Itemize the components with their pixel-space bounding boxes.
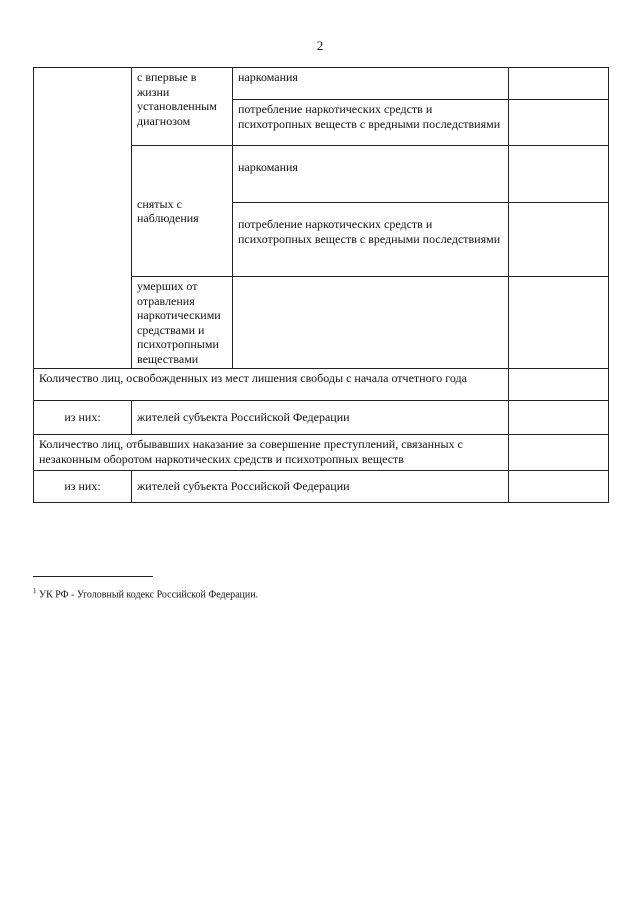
serving-sentence-count-label: Количество лиц, отбывавших наказание за совершение преступлений, связанных с незаконным оборотом наркотических средств и психотропных веществ (34, 435, 509, 471)
removed-harmful-use-label: потребление наркотических средств и психотропных веществ с вредными последствиями (233, 203, 509, 277)
footnote (33, 587, 258, 600)
serving-sentence-count-value-cell[interactable] (509, 435, 609, 471)
released-residents-value-cell[interactable] (509, 401, 609, 435)
serving-of-them-label: из них: (34, 471, 132, 503)
removed-from-observation-label: снятых с наблюдения (132, 146, 233, 277)
table-row (34, 471, 609, 503)
page-number: 2 (316, 38, 324, 53)
died-blank-cell (233, 277, 509, 369)
statistics-form-table (33, 67, 609, 503)
first-diagnosed-harmful-use-label: потребление наркотических средств и психотропных веществ с вредными последствиями (233, 100, 509, 146)
died-from-poisoning-label: умерших от отравления наркотическими средствами и психотропными веществами (132, 277, 233, 369)
footnote-marker: 1 (33, 587, 37, 595)
table-row (34, 435, 609, 471)
released-of-them-label: из них: (34, 401, 132, 435)
table-row (34, 369, 609, 401)
released-count-value-cell[interactable] (509, 369, 609, 401)
table-row (34, 401, 609, 435)
removed-addiction-label: наркомания (233, 146, 509, 203)
released-count-label: Количество лиц, освобожденных из мест лишения свободы с начала отчетного года (34, 369, 509, 401)
removed-addiction-value-cell[interactable] (509, 146, 609, 203)
died-value-cell[interactable] (509, 277, 609, 369)
serving-residents-label: жителей субъекта Российской Федерации (132, 471, 509, 503)
released-residents-label: жителей субъекта Российской Федерации (132, 401, 509, 435)
serving-residents-value-cell[interactable] (509, 471, 609, 503)
first-diagnosed-addiction-value-cell[interactable] (509, 68, 609, 100)
first-diagnosed-harmful-use-value-cell[interactable] (509, 100, 609, 146)
footnote-divider (33, 576, 153, 577)
first-diagnosed-addiction-label: наркомания (233, 68, 509, 100)
footnote-text: УК РФ - Уголовный кодекс Российской Федерации. (36, 589, 259, 601)
first-diagnosed-label: с впервые в жизни установленным диагнозом (132, 68, 233, 146)
blank-category-cell (34, 68, 132, 369)
table-row (34, 68, 609, 100)
removed-harmful-use-value-cell[interactable] (509, 203, 609, 277)
